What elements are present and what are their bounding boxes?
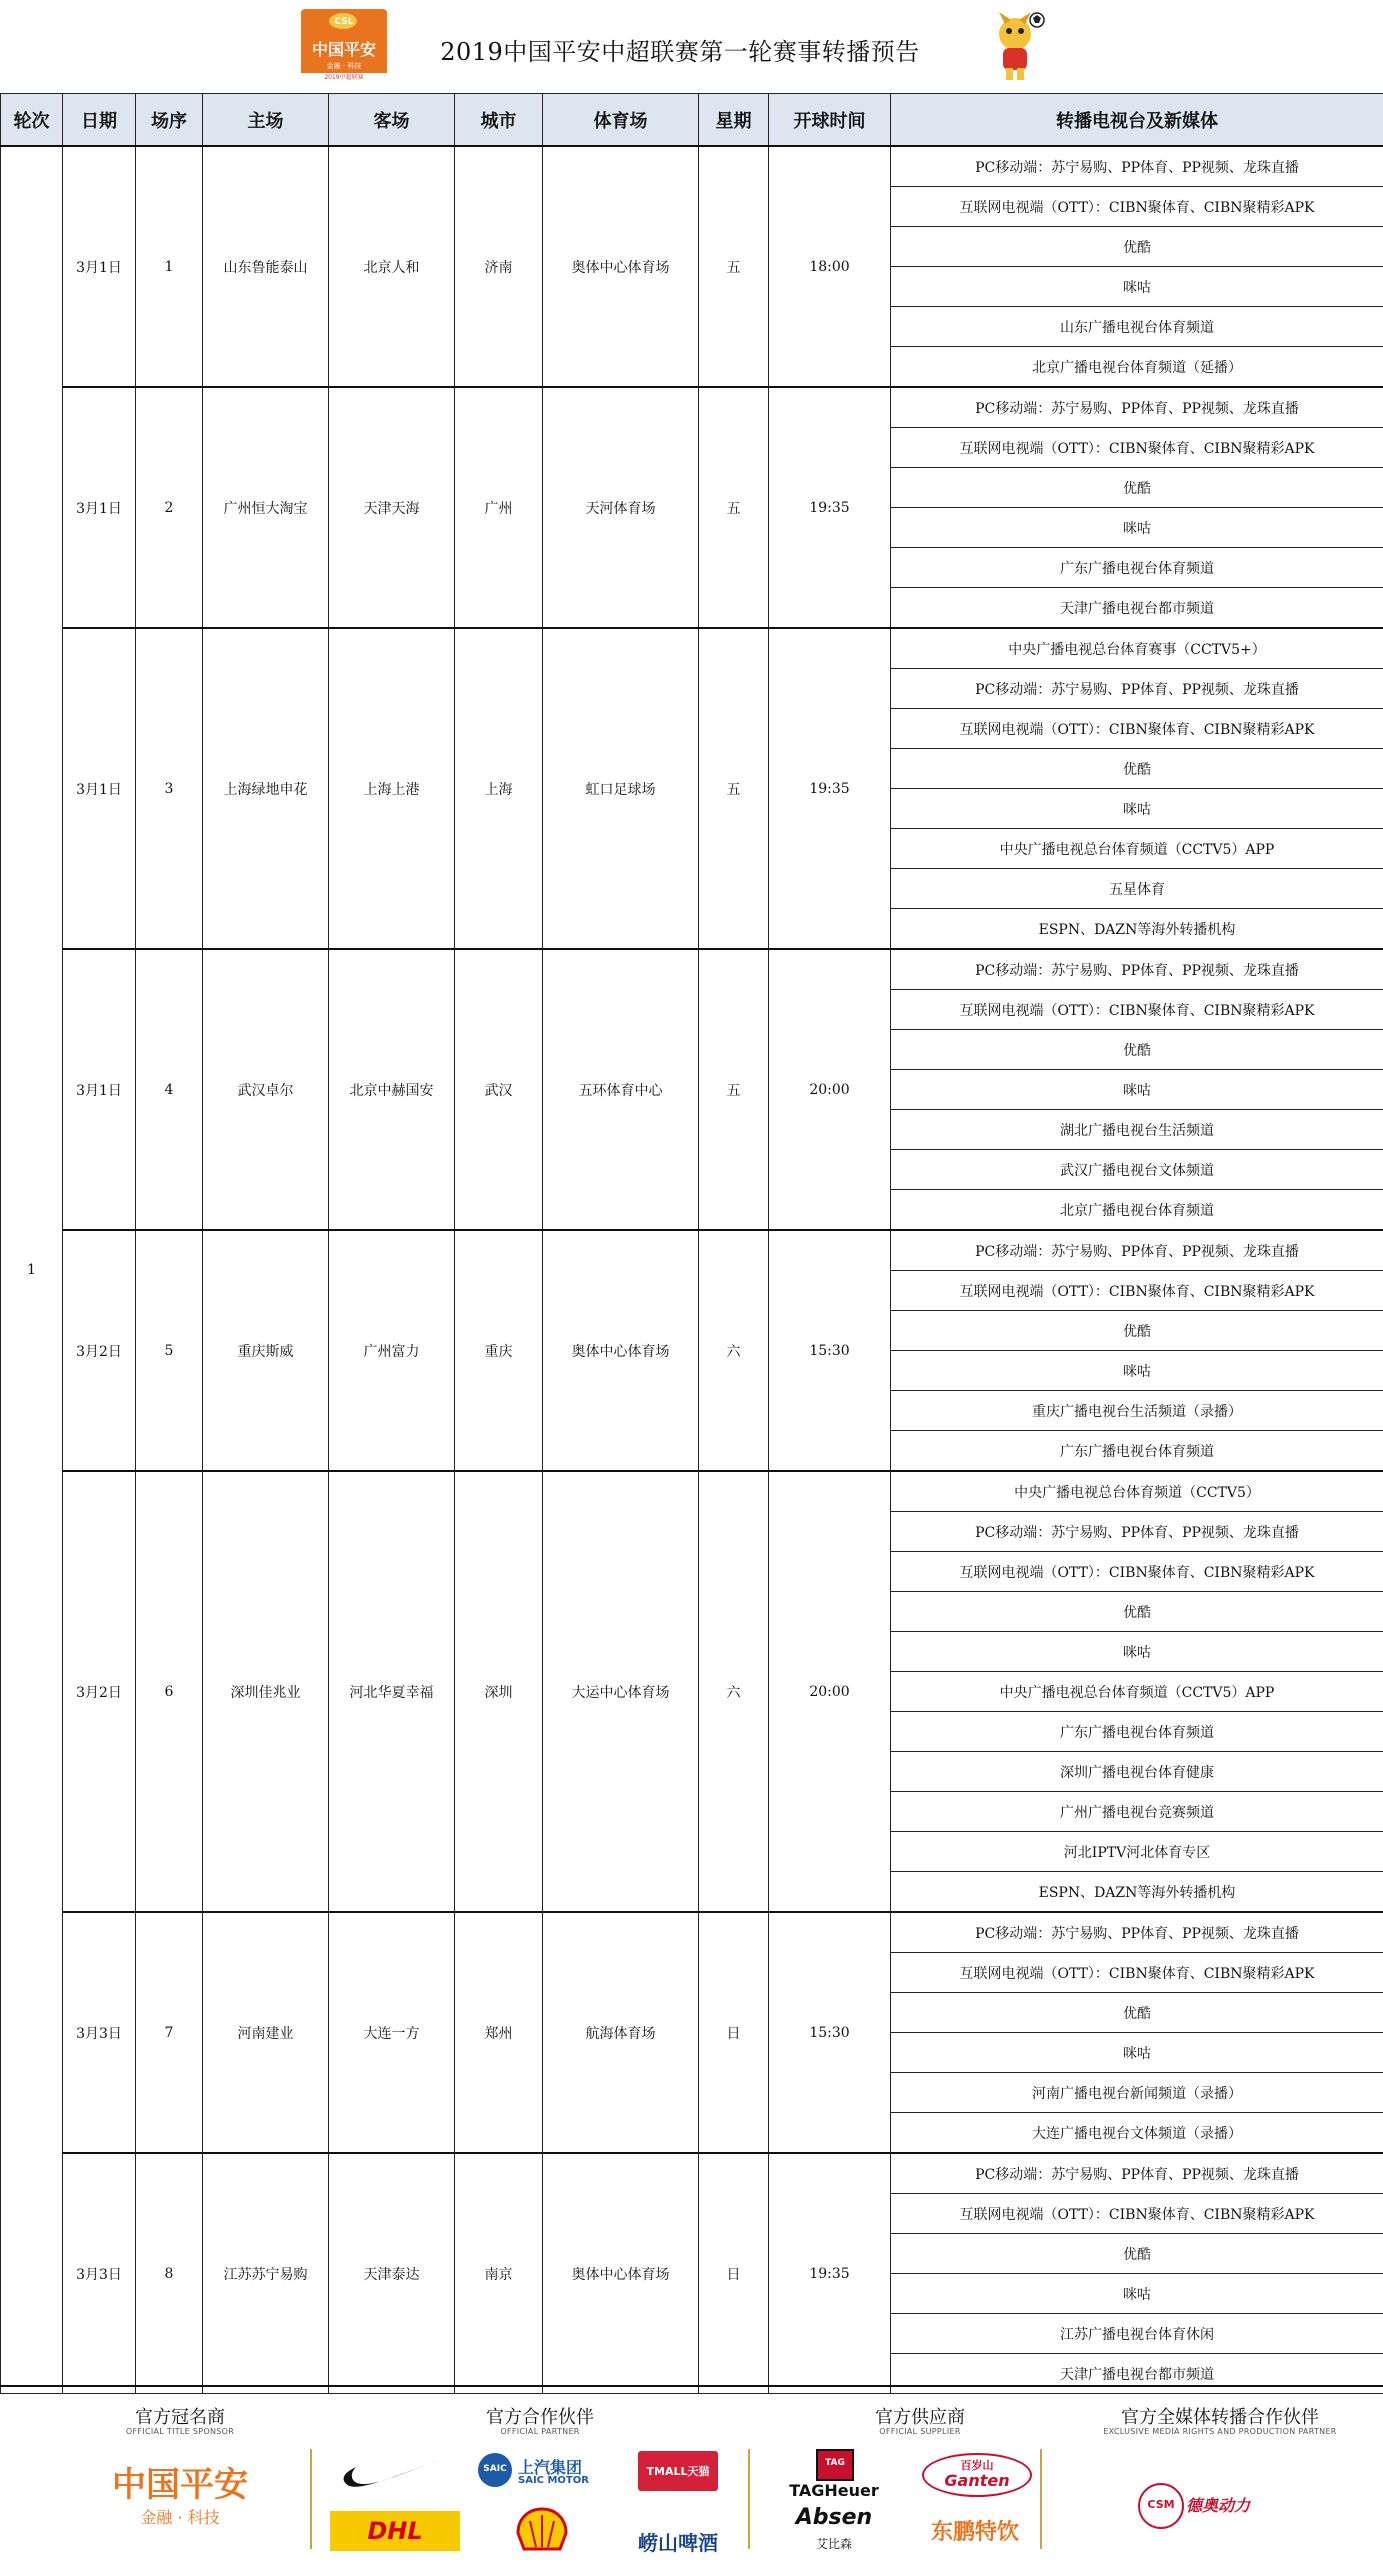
match-seq: 3 bbox=[136, 628, 203, 949]
broadcaster-cell: 咪咕 bbox=[891, 2033, 1383, 2073]
broadcaster-cell: 优酷 bbox=[891, 1030, 1383, 1070]
broadcaster-cell: 江苏广播电视台体育休闲 bbox=[891, 2314, 1383, 2354]
match-city: 济南 bbox=[455, 146, 543, 387]
match-stadium: 大运中心体育场 bbox=[543, 1471, 699, 1912]
broadcaster-cell: 咪咕 bbox=[891, 789, 1383, 829]
broadcaster-cell: ESPN、DAZN等海外转播机构 bbox=[891, 1872, 1383, 1913]
match-city: 上海 bbox=[455, 628, 543, 949]
broadcaster-cell: PC移动端：苏宁易购、PP体育、PP视频、龙珠直播 bbox=[891, 1230, 1383, 1271]
col-header-weekday: 星期 bbox=[699, 94, 769, 147]
csm-logo: 德奥动力 bbox=[1186, 2493, 1286, 2516]
away-team: 天津天海 bbox=[329, 387, 455, 628]
match-city: 郑州 bbox=[455, 1912, 543, 2153]
header bbox=[0, 0, 1383, 91]
home-team: 江苏苏宁易购 bbox=[203, 2153, 329, 2394]
tag-badge-text: TAG bbox=[818, 2458, 852, 2468]
shell-icon bbox=[516, 2507, 568, 2555]
broadcaster-cell: 咪咕 bbox=[891, 508, 1383, 548]
partner-subheading: OFFICIAL PARTNER bbox=[420, 2427, 660, 2436]
match-weekday: 五 bbox=[699, 387, 769, 628]
home-team: 重庆斯威 bbox=[203, 1230, 329, 1471]
match-date: 3月2日 bbox=[63, 1230, 136, 1471]
table-row bbox=[1, 2153, 1383, 2194]
broadcaster-cell: 中央广播电视总台体育频道（CCTV5）APP bbox=[891, 1672, 1383, 1712]
broadcaster-cell: 河南广播电视台新闻频道（录播） bbox=[891, 2073, 1383, 2113]
logo-brand-text: 中国平安 bbox=[301, 37, 387, 60]
col-header-kickoff: 开球时间 bbox=[769, 94, 891, 147]
broadcaster-cell: 北京广播电视台体育频道（延播） bbox=[891, 347, 1383, 388]
saic-logo: 上汽集团 bbox=[518, 2455, 608, 2478]
table-row bbox=[1, 387, 1383, 428]
col-header-stadium: 体育场 bbox=[543, 94, 699, 147]
supplier-subheading: OFFICIAL SUPPLIER bbox=[800, 2427, 1040, 2436]
broadcaster-cell: 优酷 bbox=[891, 2234, 1383, 2274]
saic-badge bbox=[478, 2453, 512, 2487]
match-stadium: 五环体育中心 bbox=[543, 949, 699, 1230]
match-seq: 7 bbox=[136, 1912, 203, 2153]
table-row bbox=[1, 1230, 1383, 1271]
broadcaster-cell: ESPN、DAZN等海外转播机构 bbox=[891, 909, 1383, 950]
match-weekday: 日 bbox=[699, 1912, 769, 2153]
broadcaster-cell: 互联网电视端（OTT）：CIBN聚体育、CIBN聚精彩APK bbox=[891, 187, 1383, 227]
home-team: 河南建业 bbox=[203, 1912, 329, 2153]
broadcaster-cell: 优酷 bbox=[891, 749, 1383, 789]
broadcaster-cell: 天津广播电视台都市频道 bbox=[891, 2354, 1383, 2394]
ganten-logo-en: Ganten bbox=[924, 2471, 1030, 2490]
broadcaster-cell: 大连广播电视台文体频道（录播） bbox=[891, 2113, 1383, 2154]
col-header-home: 主场 bbox=[203, 94, 329, 147]
match-seq: 4 bbox=[136, 949, 203, 1230]
saic-logo-en: SAIC MOTOR bbox=[518, 2475, 608, 2486]
dhl-logo-text: DHL bbox=[330, 2517, 460, 2545]
broadcaster-cell: 咪咕 bbox=[891, 1070, 1383, 1110]
broadcaster-cell: 互联网电视端（OTT）：CIBN聚体育、CIBN聚精彩APK bbox=[891, 1552, 1383, 1592]
kickoff-time: 19:35 bbox=[769, 387, 891, 628]
match-date: 3月3日 bbox=[63, 2153, 136, 2394]
partner-heading: 官方合作伙伴 bbox=[420, 2403, 660, 2429]
home-team: 深圳佳兆业 bbox=[203, 1471, 329, 1912]
match-date: 3月2日 bbox=[63, 1471, 136, 1912]
kickoff-time: 20:00 bbox=[769, 1471, 891, 1912]
match-stadium: 虹口足球场 bbox=[543, 628, 699, 949]
footer-divider bbox=[310, 2449, 312, 2549]
match-weekday: 五 bbox=[699, 628, 769, 949]
tmall-logo-text: TMALL天猫 bbox=[638, 2463, 718, 2479]
match-date: 3月1日 bbox=[63, 628, 136, 949]
ganten-logo-cn: 百岁山 bbox=[924, 2457, 1030, 2473]
broadcaster-cell: 咪咕 bbox=[891, 2274, 1383, 2314]
match-city: 广州 bbox=[455, 387, 543, 628]
absen-logo-cn: 艾比森 bbox=[788, 2535, 880, 2552]
ganten-logo bbox=[922, 2453, 1032, 2497]
footer-divider bbox=[1040, 2449, 1042, 2549]
table-row bbox=[1, 146, 1383, 187]
match-seq: 6 bbox=[136, 1471, 203, 1912]
broadcaster-cell: 优酷 bbox=[891, 468, 1383, 508]
away-team: 北京中赫国安 bbox=[329, 949, 455, 1230]
media-partner-heading: 官方全媒体转播合作伙伴 bbox=[1060, 2403, 1380, 2429]
pingan-slogan: 金融 · 科技 bbox=[80, 2505, 280, 2528]
broadcaster-cell: 河北IPTV河北体育专区 bbox=[891, 1832, 1383, 1872]
broadcaster-cell: 优酷 bbox=[891, 227, 1383, 267]
match-weekday: 六 bbox=[699, 1230, 769, 1471]
broadcaster-cell: 天津广播电视台都市频道 bbox=[891, 588, 1383, 629]
home-team: 山东鲁能泰山 bbox=[203, 146, 329, 387]
saic-badge-text: SAIC bbox=[478, 2464, 512, 2474]
col-header-broadcasters: 转播电视台及新媒体 bbox=[891, 94, 1383, 147]
broadcaster-cell: 优酷 bbox=[891, 1592, 1383, 1632]
away-team: 大连一方 bbox=[329, 1912, 455, 2153]
broadcaster-cell: 武汉广播电视台文体频道 bbox=[891, 1150, 1383, 1190]
match-seq: 8 bbox=[136, 2153, 203, 2394]
broadcaster-cell: PC移动端：苏宁易购、PP体育、PP视频、龙珠直播 bbox=[891, 146, 1383, 187]
table-row bbox=[1, 949, 1383, 990]
kickoff-time: 18:00 bbox=[769, 146, 891, 387]
match-stadium: 奥体中心体育场 bbox=[543, 1230, 699, 1471]
broadcaster-cell: 中央广播电视总台体育频道（CCTV5） bbox=[891, 1471, 1383, 1512]
broadcaster-cell: 咪咕 bbox=[891, 1351, 1383, 1391]
broadcaster-cell: 咪咕 bbox=[891, 1632, 1383, 1672]
kickoff-time: 15:30 bbox=[769, 1912, 891, 2153]
broadcaster-cell: 广东广播电视台体育频道 bbox=[891, 548, 1383, 588]
logo-csl-text: CSL bbox=[301, 17, 387, 27]
broadcaster-cell: 广州广播电视台竞赛频道 bbox=[891, 1792, 1383, 1832]
match-weekday: 五 bbox=[699, 949, 769, 1230]
home-team: 武汉卓尔 bbox=[203, 949, 329, 1230]
match-weekday: 日 bbox=[699, 2153, 769, 2394]
table-header bbox=[1, 94, 1383, 147]
logo-sub-text: 金融 · 科技 bbox=[301, 61, 387, 71]
kickoff-time: 19:35 bbox=[769, 628, 891, 949]
kickoff-time: 20:00 bbox=[769, 949, 891, 1230]
tagheuer-logo: TAGHeuer bbox=[788, 2481, 880, 2500]
broadcaster-cell: PC移动端：苏宁易购、PP体育、PP视频、龙珠直播 bbox=[891, 1912, 1383, 1953]
kickoff-time: 15:30 bbox=[769, 1230, 891, 1471]
match-seq: 5 bbox=[136, 1230, 203, 1471]
broadcaster-cell: 互联网电视端（OTT）：CIBN聚体育、CIBN聚精彩APK bbox=[891, 990, 1383, 1030]
broadcaster-cell: 五星体育 bbox=[891, 869, 1383, 909]
broadcaster-cell: 广东广播电视台体育频道 bbox=[891, 1431, 1383, 1472]
table-row bbox=[1, 1912, 1383, 1953]
schedule-table bbox=[0, 93, 1383, 2394]
broadcaster-cell: 互联网电视端（OTT）：CIBN聚体育、CIBN聚精彩APK bbox=[891, 1271, 1383, 1311]
broadcaster-cell: 深圳广播电视台体育健康 bbox=[891, 1752, 1383, 1792]
col-header-date: 日期 bbox=[63, 94, 136, 147]
broadcaster-cell: PC移动端：苏宁易购、PP体育、PP视频、龙珠直播 bbox=[891, 949, 1383, 990]
media-partner-subheading: EXCLUSIVE MEDIA RIGHTS AND PRODUCTION PARTNER bbox=[1060, 2427, 1380, 2436]
round-cell: 1 bbox=[1, 146, 63, 2394]
title-sponsor-subheading: OFFICIAL TITLE SPONSOR bbox=[60, 2427, 300, 2436]
broadcaster-cell: PC移动端：苏宁易购、PP体育、PP视频、龙珠直播 bbox=[891, 387, 1383, 428]
broadcaster-cell: 互联网电视端（OTT）：CIBN聚体育、CIBN聚精彩APK bbox=[891, 428, 1383, 468]
broadcaster-cell: 广东广播电视台体育频道 bbox=[891, 1712, 1383, 1752]
away-team: 北京人和 bbox=[329, 146, 455, 387]
match-date: 3月1日 bbox=[63, 949, 136, 1230]
table-row bbox=[1, 1471, 1383, 1512]
broadcaster-cell: 湖北广播电视台生活频道 bbox=[891, 1110, 1383, 1150]
broadcaster-cell: PC移动端：苏宁易购、PP体育、PP视频、龙珠直播 bbox=[891, 1512, 1383, 1552]
match-city: 武汉 bbox=[455, 949, 543, 1230]
home-team: 广州恒大淘宝 bbox=[203, 387, 329, 628]
col-header-city: 城市 bbox=[455, 94, 543, 147]
col-header-seq: 场序 bbox=[136, 94, 203, 147]
broadcaster-cell: 重庆广播电视台生活频道（录播） bbox=[891, 1391, 1383, 1431]
match-stadium: 奥体中心体育场 bbox=[543, 146, 699, 387]
away-team: 广州富力 bbox=[329, 1230, 455, 1471]
broadcaster-cell: 中央广播电视总台体育频道（CCTV5）APP bbox=[891, 829, 1383, 869]
home-team: 上海绿地申花 bbox=[203, 628, 329, 949]
broadcaster-cell: PC移动端：苏宁易购、PP体育、PP视频、龙珠直播 bbox=[891, 669, 1383, 709]
table-body bbox=[1, 146, 1383, 2394]
kickoff-time: 19:35 bbox=[769, 2153, 891, 2394]
match-weekday: 六 bbox=[699, 1471, 769, 1912]
broadcaster-cell: 北京广播电视台体育频道 bbox=[891, 1190, 1383, 1231]
broadcaster-cell: 山东广播电视台体育频道 bbox=[891, 307, 1383, 347]
csl-logo bbox=[301, 9, 387, 83]
col-header-round: 轮次 bbox=[1, 94, 63, 147]
broadcaster-cell: 互联网电视端（OTT）：CIBN聚体育、CIBN聚精彩APK bbox=[891, 1953, 1383, 1993]
absen-logo: Absen bbox=[788, 2505, 880, 2530]
broadcaster-cell: 咪咕 bbox=[891, 267, 1383, 307]
footer-divider bbox=[748, 2449, 750, 2549]
header-row bbox=[1, 94, 1383, 147]
broadcaster-cell: 互联网电视端（OTT）：CIBN聚体育、CIBN聚精彩APK bbox=[891, 709, 1383, 749]
broadcaster-cell: 优酷 bbox=[891, 1993, 1383, 2033]
dhl-logo bbox=[330, 2511, 460, 2551]
csm-badge-text: CSM bbox=[1140, 2498, 1182, 2511]
nike-swoosh-icon bbox=[340, 2451, 450, 2493]
title-sponsor-heading: 官方冠名商 bbox=[60, 2403, 300, 2429]
match-seq: 2 bbox=[136, 387, 203, 628]
away-team: 上海上港 bbox=[329, 628, 455, 949]
col-header-away: 客场 bbox=[329, 94, 455, 147]
table-row bbox=[1, 628, 1383, 669]
dongpeng-logo: 东鹏特饮 bbox=[912, 2515, 1038, 2546]
away-team: 天津泰达 bbox=[329, 2153, 455, 2394]
pingan-logo: 中国平安 bbox=[80, 2457, 280, 2506]
csm-badge bbox=[1138, 2483, 1184, 2529]
match-date: 3月3日 bbox=[63, 1912, 136, 2153]
tmall-logo bbox=[638, 2451, 718, 2491]
match-date: 3月1日 bbox=[63, 387, 136, 628]
broadcaster-cell: 互联网电视端（OTT）：CIBN聚体育、CIBN聚精彩APK bbox=[891, 2194, 1383, 2234]
tag-heuer-badge bbox=[816, 2449, 854, 2481]
supplier-heading: 官方供应商 bbox=[800, 2403, 1040, 2429]
broadcaster-cell: PC移动端：苏宁易购、PP体育、PP视频、龙珠直播 bbox=[891, 2153, 1383, 2194]
sponsor-footer bbox=[0, 2385, 1383, 2567]
match-date: 3月1日 bbox=[63, 146, 136, 387]
away-team: 河北华夏幸福 bbox=[329, 1471, 455, 1912]
broadcaster-cell: 中央广播电视总台体育赛事（CCTV5+） bbox=[891, 628, 1383, 669]
match-stadium: 天河体育场 bbox=[543, 387, 699, 628]
mascot-icon bbox=[975, 6, 1055, 86]
match-stadium: 奥体中心体育场 bbox=[543, 2153, 699, 2394]
page-title: 2019中国平安中超联赛第一轮赛事转播预告 bbox=[380, 32, 980, 67]
logo-strip-text: 2019中超联赛 bbox=[301, 73, 387, 83]
match-stadium: 航海体育场 bbox=[543, 1912, 699, 2153]
match-city: 重庆 bbox=[455, 1230, 543, 1471]
match-city: 深圳 bbox=[455, 1471, 543, 1912]
match-seq: 1 bbox=[136, 146, 203, 387]
match-city: 南京 bbox=[455, 2153, 543, 2394]
match-weekday: 五 bbox=[699, 146, 769, 387]
laoshan-logo: 崂山啤酒 bbox=[622, 2527, 734, 2556]
broadcaster-cell: 优酷 bbox=[891, 1311, 1383, 1351]
